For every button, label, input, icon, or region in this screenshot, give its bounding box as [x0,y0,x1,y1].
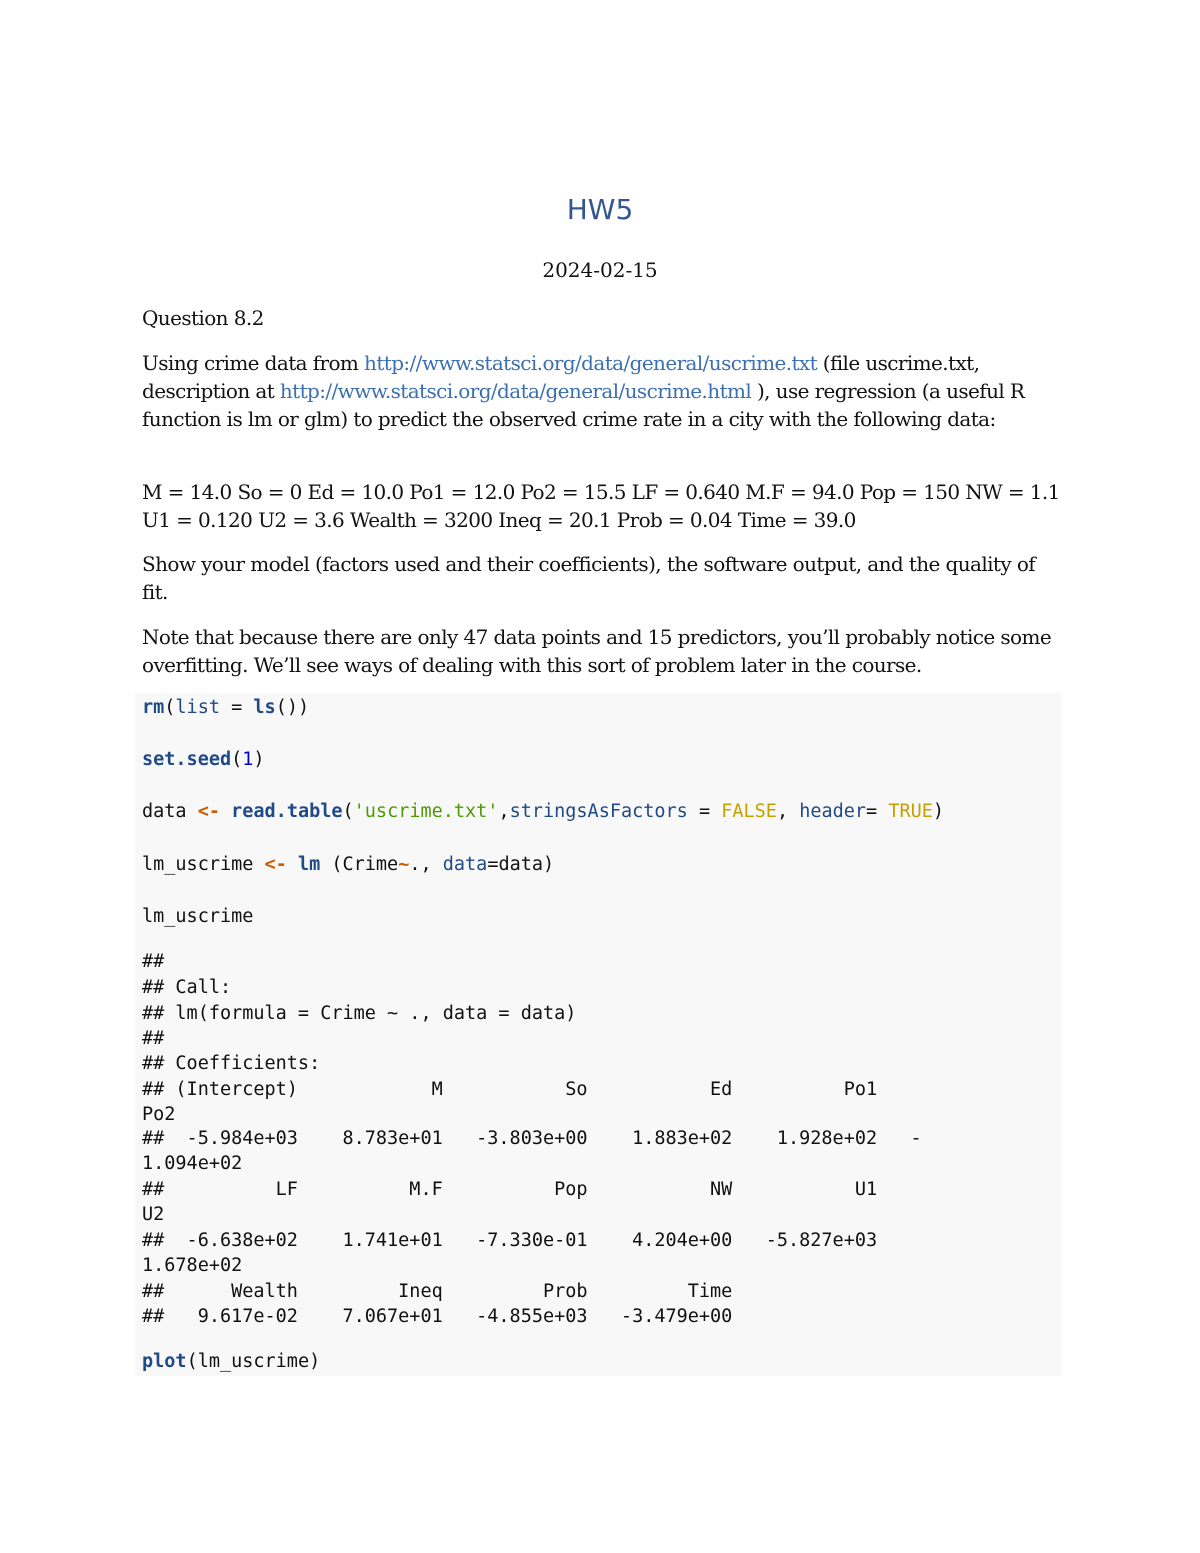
uscrime-html-link[interactable]: http://www.statsci.org/data/general/uscrime.html [279,379,752,403]
code-token: = [866,801,889,822]
code-token: = [219,697,254,718]
code-token: plot [142,1351,187,1372]
code-token: lm_uscrime [142,854,265,875]
code-block [135,693,1062,1376]
code-token: TRUE [888,801,933,822]
code-token: header [799,801,867,822]
code-token: ) [253,749,265,770]
output-line: ## Call: [142,977,232,998]
code-token: ()) [275,697,310,718]
code-token: list [175,697,220,718]
code-token: ( [231,749,243,770]
output-line: ## [142,1028,165,1049]
instructions-paragraph: Show your model (factors used and their coefficients), the software output, and the quality of fit. [142,552,1036,604]
intro-text-1: Using crime data from [142,351,365,375]
code-token [220,801,231,822]
code-token: <- [197,801,220,822]
code-token: ( [342,801,354,822]
code-token: stringsAsFactors [509,801,688,822]
code-token: data [142,801,198,822]
code-token: data) [498,854,555,875]
output-line: 1.678e+02 [142,1255,243,1276]
code-token: rm [142,697,165,718]
output-line: ## -6.638e+02 1.741e+01 -7.330e-01 4.204e+00 -5.827e+03 [142,1230,922,1251]
document-date: 2024-02-15 [542,258,658,282]
code-token [287,854,298,875]
code-token: ) [932,801,945,822]
output-line: 1.094e+02 [142,1153,243,1174]
code-token: ~ [398,854,410,875]
intro-text-3: ), use regression (a useful R function is lm or glm) to predict the observed crime rate in a city with the following data: [142,379,1025,431]
output-line: ## -5.984e+03 8.783e+01 -3.803e+00 1.883e+02 1.928e+02 - [142,1128,922,1149]
output-line: ## (Intercept) M So Ed Po1 [142,1079,989,1100]
code-token: read.table [231,801,343,822]
page-title: HW5 [566,193,634,226]
output-line: ## lm(formula = Crime ~ ., data = data) [142,1003,577,1024]
code-token: ( [164,697,176,718]
code-token: data [442,854,488,875]
code-token: ls [253,697,276,718]
code-token: (lm_uscrime) [186,1351,321,1372]
code-token: , [498,801,510,822]
code-token: set.seed [142,749,232,770]
data-values-paragraph: M = 14.0 So = 0 Ed = 10.0 Po1 = 12.0 Po2 = 15.5 LF = 0.640 M.F = 94.0 Pop = 150 NW = 1.1 U1 = 0.120 U2 = 3.6 Wealth = 3200 Ineq = 20.1 Prob = 0.04 Time = 39.0 [142,480,1060,532]
output-line: ## LF M.F Pop NW U1 [142,1179,989,1200]
output-line: ## Coefficients: [142,1053,321,1074]
question-heading: Question 8.2 [142,306,264,330]
code-lm-line [142,853,554,877]
output-line: U2 [142,1204,165,1225]
code-rm-line [142,696,309,720]
note-paragraph: Note that because there are only 47 data points and 15 predictors, you’ll probably notice some overfitting. We’ll see ways of dealing with this sort of problem later in the course. [142,625,1052,677]
intro-paragraph [142,349,1060,433]
uscrime-txt-link[interactable]: http://www.statsci.org/data/general/uscrime.txt [364,351,817,375]
output-line: Po2 [142,1104,176,1125]
code-token: 'uscrime.txt' [353,801,499,822]
output-line: ## [142,951,165,972]
code-token: <- [264,854,287,875]
output-line: ## 9.617e-02 7.067e+01 -4.855e+03 -3.479e+00 [142,1306,733,1327]
code-token: (Crime [320,854,399,875]
code-print-line: lm_uscrime [142,906,254,927]
intro-text-2: (file uscrime.txt, description at [142,351,980,403]
code-token: = [687,801,722,822]
code-read-line [142,800,944,824]
code-token: 1 [242,749,254,770]
code-token: , [776,801,800,822]
output-line: ## Wealth Ineq Prob Time [142,1281,733,1302]
code-token: = [487,854,499,875]
code-token: FALSE [721,801,777,822]
code-seed-line [142,748,265,772]
code-plot-line [142,1350,320,1374]
code-token: lm [297,854,321,875]
code-token: ., [409,854,443,875]
